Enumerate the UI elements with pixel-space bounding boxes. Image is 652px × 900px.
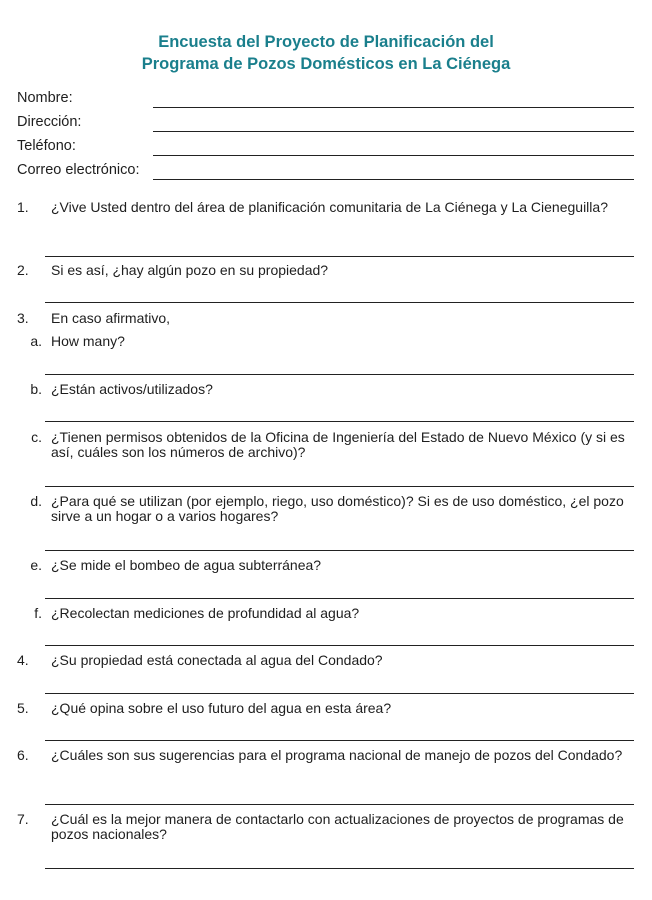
- question-number: 4.: [17, 652, 29, 668]
- question-text: ¿Cuál es la mejor manera de contactarlo con actualizaciones de proyectos de programas de pozos nacionales?: [51, 811, 624, 842]
- question-number: 7.: [17, 811, 29, 827]
- question-number: e.: [30, 557, 42, 573]
- question-text: Si es así, ¿hay algún pozo en su propiedad?: [51, 262, 329, 278]
- title-line-2: Programa de Pozos Domésticos en La Ciénega: [141, 55, 511, 73]
- answer-line-3a[interactable]: [45, 374, 634, 375]
- question-text: ¿Se mide el bombeo de agua subterránea?: [51, 557, 322, 573]
- form-title: [0, 31, 652, 75]
- question-number: 2.: [17, 262, 29, 278]
- question-text: ¿Vive Usted dentro del área de planificación comunitaria de La Ciénega y La Cieneguilla?: [51, 199, 608, 215]
- question-number: f.: [34, 605, 42, 621]
- answer-line-5[interactable]: [45, 740, 634, 741]
- question-number: 1.: [17, 199, 29, 215]
- question-text: ¿Su propiedad está conectada al agua del Condado?: [51, 652, 383, 668]
- question-text: ¿Están activos/utilizados?: [51, 381, 213, 397]
- phone-row: [17, 132, 634, 156]
- question-number: b.: [30, 381, 42, 397]
- question-text: ¿Tienen permisos obtenidos de la Oficina de Ingeniería del Estado de Nuevo México (y si es así, cuáles son los números de archivo)?: [51, 429, 625, 460]
- name-row: [17, 84, 634, 108]
- phone-label: Teléfono:: [17, 138, 76, 154]
- question-number: 3.: [17, 310, 29, 326]
- question-number: c.: [31, 429, 42, 445]
- question-number: 6.: [17, 747, 29, 763]
- question-number: 5.: [17, 700, 29, 716]
- name-label: Nombre:: [17, 90, 73, 106]
- answer-line-3b[interactable]: [45, 421, 634, 422]
- answer-line-3d[interactable]: [45, 550, 634, 551]
- email-field[interactable]: [153, 179, 634, 180]
- question-text: How many?: [51, 333, 125, 349]
- answer-line-7[interactable]: [45, 868, 634, 869]
- answer-line-4[interactable]: [45, 693, 634, 694]
- address-label: Dirección:: [17, 114, 82, 130]
- question-text: ¿Para qué se utilizan (por ejemplo, riego, uso doméstico)? Si es de uso doméstico, ¿el pozo sirve a un hogar o a varios hogares?: [51, 493, 624, 524]
- question-number: d.: [30, 493, 42, 509]
- title-line-1: Encuesta del Proyecto de Planificación del: [158, 33, 494, 51]
- answer-line-3e[interactable]: [45, 598, 634, 599]
- email-row: [17, 156, 634, 180]
- answer-line-6[interactable]: [45, 804, 634, 805]
- address-row: [17, 108, 634, 132]
- answer-line-2[interactable]: [45, 302, 634, 303]
- question-number: a.: [30, 333, 42, 349]
- question-text: ¿Recolectan mediciones de profundidad al agua?: [51, 605, 360, 621]
- email-label: Correo electrónico:: [17, 162, 140, 178]
- question-text: ¿Cuáles son sus sugerencias para el programa nacional de manejo de pozos del Condado?: [51, 747, 623, 763]
- answer-line-1[interactable]: [45, 256, 634, 257]
- question-text: En caso afirmativo,: [51, 310, 171, 326]
- question-text: ¿Qué opina sobre el uso futuro del agua en esta área?: [51, 700, 392, 716]
- answer-line-3c[interactable]: [45, 486, 634, 487]
- answer-line-3f[interactable]: [45, 645, 634, 646]
